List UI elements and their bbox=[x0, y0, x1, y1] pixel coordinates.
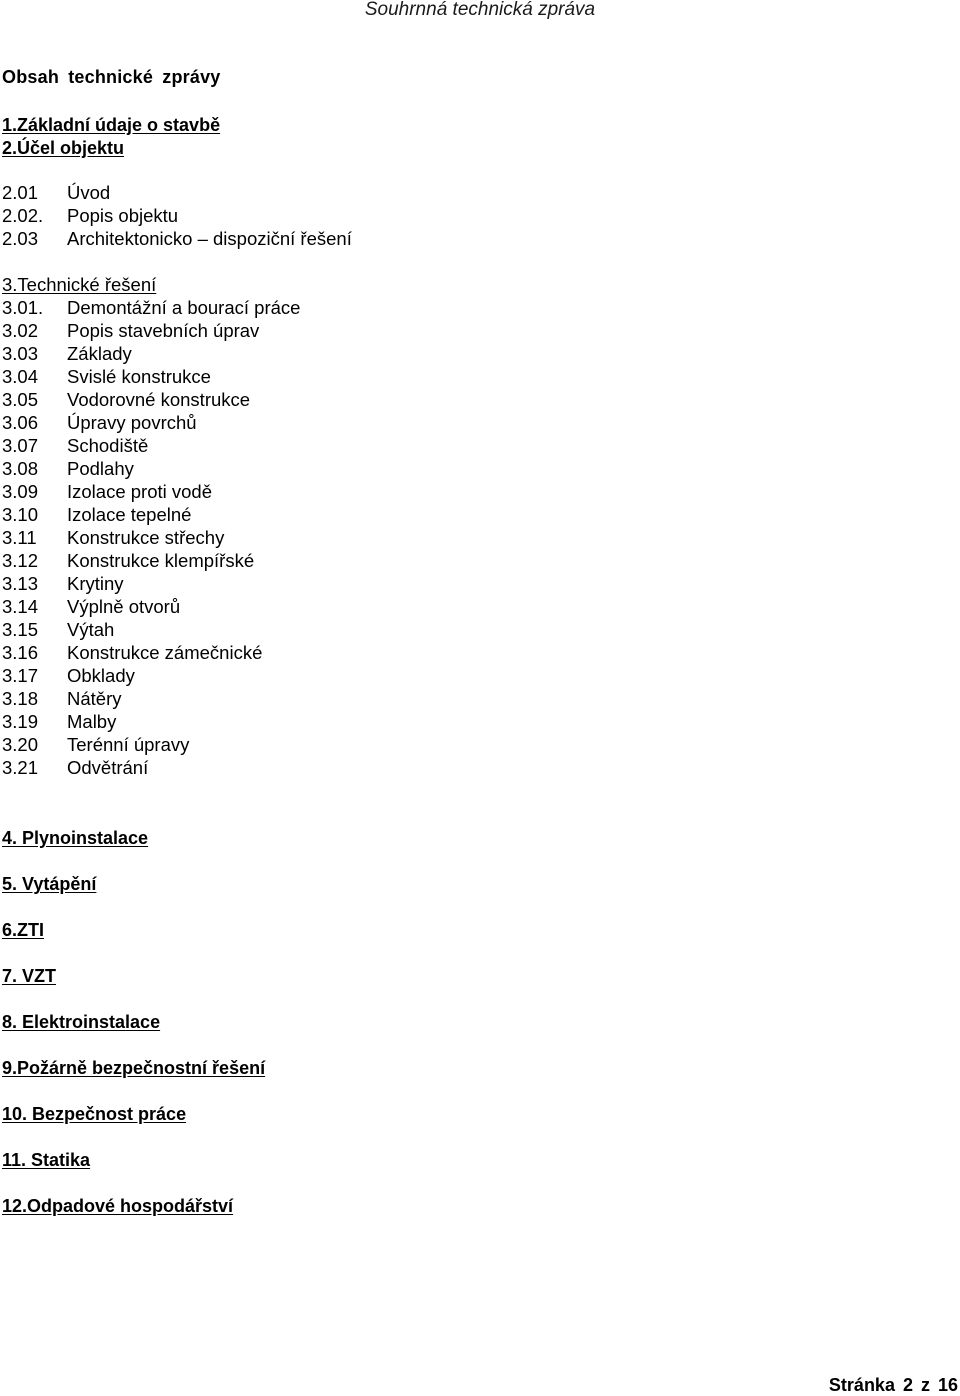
toc-item-number: 3.04 bbox=[2, 366, 39, 387]
toc-item-label: Krytiny bbox=[67, 573, 124, 594]
toc-item bbox=[2, 642, 262, 664]
toc-item-number: 3.14 bbox=[2, 596, 39, 617]
toc-item-number: 3.13 bbox=[2, 573, 39, 594]
toc-section-5[interactable]: 5. Vytápění bbox=[2, 874, 97, 894]
toc-item-label: Schodiště bbox=[67, 435, 149, 456]
toc-item bbox=[2, 343, 132, 365]
toc-section-1[interactable]: 1.Základní údaje o stavbě bbox=[2, 115, 221, 135]
toc-item-label: Svislé konstrukce bbox=[67, 366, 211, 387]
toc-item-number: 3.20 bbox=[2, 734, 39, 755]
toc-item-label: Izolace tepelné bbox=[67, 504, 192, 525]
toc-item-number: 3.18 bbox=[2, 688, 39, 709]
toc-item-label: Malby bbox=[67, 711, 117, 732]
toc-item-number: 3.07 bbox=[2, 435, 39, 456]
toc-item-label: Konstrukce zámečnické bbox=[67, 642, 263, 663]
toc-title: Obsah technické zprávy bbox=[2, 67, 221, 87]
toc-item-number: 3.03 bbox=[2, 343, 39, 364]
toc-item-label: Popis objektu bbox=[67, 205, 179, 226]
toc-item-number: 3.08 bbox=[2, 458, 39, 479]
toc-item bbox=[2, 205, 178, 227]
toc-item-label: Obklady bbox=[67, 665, 135, 686]
toc-item bbox=[2, 504, 191, 526]
toc-item bbox=[2, 412, 197, 434]
toc-item-label: Konstrukce klempířské bbox=[67, 550, 255, 571]
toc-item bbox=[2, 481, 212, 503]
page-number: Stránka 2 z 16 bbox=[828, 1375, 958, 1395]
toc-item bbox=[2, 527, 224, 549]
toc-item bbox=[2, 297, 300, 319]
toc-item bbox=[2, 228, 352, 250]
toc-item bbox=[2, 757, 148, 779]
toc-item-number: 3.11 bbox=[2, 527, 37, 548]
toc-section-6[interactable]: 6.ZTI bbox=[2, 920, 45, 940]
toc-item-number: 3.09 bbox=[2, 481, 39, 502]
toc-item-label: Demontážní a bourací práce bbox=[67, 297, 301, 318]
toc-item-number: 3.05 bbox=[2, 389, 39, 410]
toc-section-10[interactable]: 10. Bezpečnost práce bbox=[2, 1104, 187, 1124]
toc-item-label: Vodorovné konstrukce bbox=[67, 389, 251, 410]
toc-item-label: Konstrukce střechy bbox=[67, 527, 225, 548]
toc-item-label: Podlahy bbox=[67, 458, 134, 479]
toc-item-label: Izolace proti vodě bbox=[67, 481, 213, 502]
toc-item-number: 3.17 bbox=[2, 665, 39, 686]
toc-item-label: Nátěry bbox=[67, 688, 122, 709]
toc-item-number: 3.02 bbox=[2, 320, 39, 341]
toc-section-2[interactable]: 2.Účel objektu bbox=[2, 138, 125, 158]
toc-item-number: 3.21 bbox=[2, 757, 39, 778]
toc-item bbox=[2, 182, 110, 204]
toc-item-label: Popis stavebních úprav bbox=[67, 320, 260, 341]
toc-section-12[interactable]: 12.Odpadové hospodářství bbox=[2, 1196, 234, 1216]
toc-item-number: 3.06 bbox=[2, 412, 39, 433]
toc-section-8[interactable]: 8. Elektroinstalace bbox=[2, 1012, 161, 1032]
toc-item-number: 2.02. bbox=[2, 205, 44, 226]
toc-item bbox=[2, 665, 135, 687]
toc-item-label: Terénní úpravy bbox=[67, 734, 190, 755]
toc-item bbox=[2, 435, 148, 457]
toc-section-11[interactable]: 11. Statika bbox=[2, 1150, 91, 1170]
toc-section-3[interactable]: 3.Technické řešení bbox=[2, 274, 157, 295]
header-title: Souhrnná technická zpráva bbox=[364, 0, 596, 20]
toc-item-label: Výtah bbox=[67, 619, 115, 640]
toc-item-number: 3.12 bbox=[2, 550, 39, 571]
toc-item-number: 3.19 bbox=[2, 711, 39, 732]
toc-item-label: Úpravy povrchů bbox=[67, 412, 197, 433]
toc-item-label: Odvětrání bbox=[67, 757, 149, 778]
toc-item bbox=[2, 550, 254, 572]
toc-section-7[interactable]: 7. VZT bbox=[2, 966, 57, 986]
toc-item bbox=[2, 711, 116, 733]
toc-item bbox=[2, 573, 124, 595]
toc-item-number: 3.01. bbox=[2, 297, 44, 318]
toc-item bbox=[2, 389, 250, 411]
toc-item bbox=[2, 734, 189, 756]
toc-item bbox=[2, 320, 259, 342]
toc-item-number: 3.16 bbox=[2, 642, 39, 663]
toc-item-number: 2.03 bbox=[2, 228, 39, 249]
toc-section-9[interactable]: 9.Požárně bezpečnostní řešení bbox=[2, 1058, 266, 1078]
toc-item bbox=[2, 619, 114, 641]
toc-item-label: Úvod bbox=[67, 182, 111, 203]
toc-item-label: Architektonicko – dispoziční řešení bbox=[67, 228, 352, 249]
toc-item bbox=[2, 596, 180, 618]
toc-item bbox=[2, 458, 134, 480]
toc-item bbox=[2, 366, 211, 388]
toc-item-label: Základy bbox=[67, 343, 132, 364]
toc-item bbox=[2, 688, 122, 710]
toc-item-number: 3.10 bbox=[2, 504, 39, 525]
page-header bbox=[0, 0, 960, 22]
toc-item-number: 3.15 bbox=[2, 619, 39, 640]
toc-item-number: 2.01 bbox=[2, 182, 39, 203]
toc-item-label: Výplně otvorů bbox=[67, 596, 181, 617]
toc-section-4[interactable]: 4. Plynoinstalace bbox=[2, 828, 149, 848]
